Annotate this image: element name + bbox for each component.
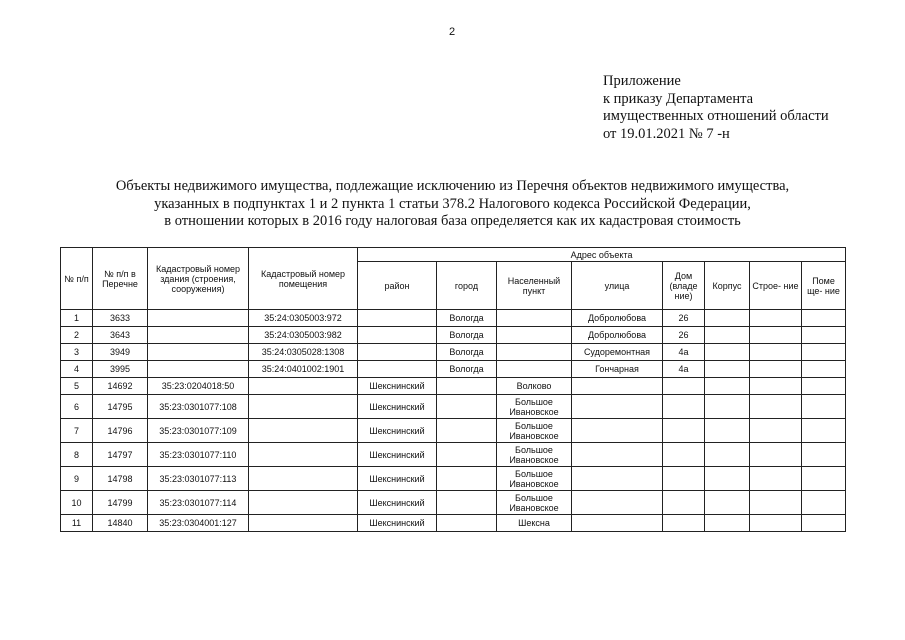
cell-premise-cadastral <box>249 395 358 419</box>
property-table <box>60 247 846 532</box>
cell-list-num: 3995 <box>93 361 148 378</box>
cell-district <box>358 327 437 344</box>
cell-district: Шекснинский <box>358 515 437 532</box>
cell-korpus <box>705 378 750 395</box>
appendix-line: имущественных отношений области <box>603 108 829 124</box>
header-district: район <box>358 262 437 310</box>
cell-korpus <box>705 491 750 515</box>
cell-house: 4а <box>663 361 705 378</box>
cell-building-cadastral: 35:23:0204018:50 <box>148 378 249 395</box>
cell-district <box>358 310 437 327</box>
cell-building-cadastral <box>148 361 249 378</box>
cell-pomeshchenie <box>802 491 846 515</box>
cell-num: 7 <box>61 419 93 443</box>
cell-house <box>663 378 705 395</box>
table-row <box>61 395 846 419</box>
cell-korpus <box>705 467 750 491</box>
cell-stroenie <box>750 395 802 419</box>
cell-pomeshchenie <box>802 361 846 378</box>
cell-num: 10 <box>61 491 93 515</box>
table-row <box>61 361 846 378</box>
cell-street <box>572 515 663 532</box>
cell-settlement: Большое Ивановское <box>497 395 572 419</box>
cell-city: Вологда <box>437 310 497 327</box>
cell-settlement: Большое Ивановское <box>497 443 572 467</box>
cell-premise-cadastral <box>249 419 358 443</box>
title-line: указанных в подпунктах 1 и 2 пункта 1 статьи 378.2 Налогового кодекса Российской Федерации, <box>154 195 751 212</box>
cell-korpus <box>705 395 750 419</box>
cell-district: Шекснинский <box>358 491 437 515</box>
cell-street <box>572 467 663 491</box>
cell-house <box>663 491 705 515</box>
cell-city <box>437 443 497 467</box>
cell-premise-cadastral <box>249 443 358 467</box>
cell-district <box>358 344 437 361</box>
table-row <box>61 443 846 467</box>
cell-premise-cadastral: 35:24:0305003:972 <box>249 310 358 327</box>
cell-korpus <box>705 327 750 344</box>
cell-settlement <box>497 310 572 327</box>
table-row <box>61 419 846 443</box>
cell-district: Шекснинский <box>358 443 437 467</box>
cell-premise-cadastral <box>249 378 358 395</box>
cell-stroenie <box>750 310 802 327</box>
cell-building-cadastral: 35:23:0301077:114 <box>148 491 249 515</box>
cell-city <box>437 491 497 515</box>
cell-pomeshchenie <box>802 344 846 361</box>
cell-list-num: 14798 <box>93 467 148 491</box>
cell-korpus <box>705 515 750 532</box>
cell-building-cadastral <box>148 344 249 361</box>
cell-street: Гончарная <box>572 361 663 378</box>
cell-district: Шекснинский <box>358 419 437 443</box>
cell-pomeshchenie <box>802 395 846 419</box>
page-number: 2 <box>448 26 456 38</box>
title-line: Объекты недвижимого имущества, подлежащие исключению из Перечня объектов недвижимого имущества, <box>115 178 790 194</box>
cell-building-cadastral: 35:23:0301077:110 <box>148 443 249 467</box>
cell-korpus <box>705 443 750 467</box>
cell-district: Шекснинский <box>358 378 437 395</box>
cell-stroenie <box>750 443 802 467</box>
cell-building-cadastral: 35:23:0304001:127 <box>148 515 249 532</box>
cell-house <box>663 419 705 443</box>
cell-house <box>663 443 705 467</box>
cell-pomeshchenie <box>802 378 846 395</box>
cell-num: 8 <box>61 443 93 467</box>
cell-pomeshchenie <box>802 515 846 532</box>
header-house: Дом (владе ние) <box>663 262 705 310</box>
table-row <box>61 467 846 491</box>
cell-street: Добролюбова <box>572 310 663 327</box>
cell-num: 9 <box>61 467 93 491</box>
cell-list-num: 3643 <box>93 327 148 344</box>
cell-num: 6 <box>61 395 93 419</box>
cell-stroenie <box>750 344 802 361</box>
cell-building-cadastral <box>148 310 249 327</box>
header-premise-cadastral: Кадастровый номер помещения <box>249 248 358 310</box>
cell-city <box>437 515 497 532</box>
cell-building-cadastral: 35:23:0301077:108 <box>148 395 249 419</box>
appendix-line: к приказу Департамента <box>603 90 754 107</box>
cell-street <box>572 443 663 467</box>
header-list-num: № п/п в Перечне <box>93 248 148 310</box>
cell-pomeshchenie <box>802 419 846 443</box>
table-row <box>61 491 846 515</box>
cell-settlement: Большое Ивановское <box>497 419 572 443</box>
cell-premise-cadastral: 35:24:0305028:1308 <box>249 344 358 361</box>
cell-city <box>437 378 497 395</box>
cell-settlement: Большое Ивановское <box>497 491 572 515</box>
header-city: город <box>437 262 497 310</box>
cell-stroenie <box>750 515 802 532</box>
cell-street <box>572 395 663 419</box>
cell-list-num: 14840 <box>93 515 148 532</box>
cell-num: 11 <box>61 515 93 532</box>
cell-stroenie <box>750 419 802 443</box>
cell-settlement: Большое Ивановское <box>497 467 572 491</box>
table-row <box>61 344 846 361</box>
cell-building-cadastral <box>148 327 249 344</box>
cell-city <box>437 467 497 491</box>
appendix-line: от 19.01.2021 № 7 -н <box>603 125 730 142</box>
cell-settlement <box>497 344 572 361</box>
table-row <box>61 310 846 327</box>
document-title <box>60 178 845 231</box>
cell-korpus <box>705 344 750 361</box>
cell-house: 26 <box>663 327 705 344</box>
cell-list-num: 14796 <box>93 419 148 443</box>
cell-pomeshchenie <box>802 310 846 327</box>
table-row <box>61 378 846 395</box>
cell-premise-cadastral <box>249 467 358 491</box>
cell-building-cadastral: 35:23:0301077:113 <box>148 467 249 491</box>
header-stroenie: Строе- ние <box>750 262 802 310</box>
cell-premise-cadastral: 35:24:0305003:982 <box>249 327 358 344</box>
table-row <box>61 515 846 532</box>
cell-street: Добролюбова <box>572 327 663 344</box>
cell-district <box>358 361 437 378</box>
cell-premise-cadastral <box>249 515 358 532</box>
cell-list-num: 14799 <box>93 491 148 515</box>
cell-list-num: 14797 <box>93 443 148 467</box>
header-street: улица <box>572 262 663 310</box>
cell-house: 4а <box>663 344 705 361</box>
cell-street <box>572 419 663 443</box>
cell-list-num: 14692 <box>93 378 148 395</box>
cell-district: Шекснинский <box>358 467 437 491</box>
cell-city <box>437 419 497 443</box>
cell-korpus <box>705 310 750 327</box>
cell-district: Шекснинский <box>358 395 437 419</box>
cell-pomeshchenie <box>802 467 846 491</box>
cell-city: Вологда <box>437 361 497 378</box>
cell-building-cadastral: 35:23:0301077:109 <box>148 419 249 443</box>
cell-city: Вологда <box>437 344 497 361</box>
cell-stroenie <box>750 327 802 344</box>
appendix-line: Приложение <box>603 73 681 89</box>
cell-settlement: Шексна <box>497 515 572 532</box>
header-pomeshchenie: Поме ще- ние <box>802 262 846 310</box>
cell-korpus <box>705 361 750 378</box>
cell-num: 1 <box>61 310 93 327</box>
cell-list-num: 14795 <box>93 395 148 419</box>
cell-num: 2 <box>61 327 93 344</box>
cell-house <box>663 515 705 532</box>
title-line: в отношении которых в 2016 году налоговая база определяется как их кадастровая стоимость <box>164 213 741 229</box>
cell-street <box>572 378 663 395</box>
cell-pomeshchenie <box>802 443 846 467</box>
cell-house <box>663 395 705 419</box>
cell-pomeshchenie <box>802 327 846 344</box>
cell-num: 4 <box>61 361 93 378</box>
cell-premise-cadastral: 35:24:0401002:1901 <box>249 361 358 378</box>
cell-stroenie <box>750 378 802 395</box>
cell-street <box>572 491 663 515</box>
cell-city <box>437 395 497 419</box>
cell-house <box>663 467 705 491</box>
cell-street: Судоремонтная <box>572 344 663 361</box>
table-row <box>61 327 846 344</box>
header-korpus: Корпус <box>705 262 750 310</box>
header-num: № п/п <box>61 248 93 310</box>
cell-house: 26 <box>663 310 705 327</box>
header-address: Адрес объекта <box>358 248 846 262</box>
cell-num: 3 <box>61 344 93 361</box>
cell-stroenie <box>750 491 802 515</box>
header-settlement: Населенный пункт <box>497 262 572 310</box>
cell-settlement <box>497 361 572 378</box>
header-building-cadastral: Кадастровый номер здания (строения, сооружения) <box>148 248 249 310</box>
cell-stroenie <box>750 467 802 491</box>
cell-settlement: Волково <box>497 378 572 395</box>
cell-num: 5 <box>61 378 93 395</box>
appendix-block <box>603 73 893 143</box>
cell-list-num: 3633 <box>93 310 148 327</box>
cell-list-num: 3949 <box>93 344 148 361</box>
cell-premise-cadastral <box>249 491 358 515</box>
cell-settlement <box>497 327 572 344</box>
cell-stroenie <box>750 361 802 378</box>
cell-city: Вологда <box>437 327 497 344</box>
cell-korpus <box>705 419 750 443</box>
